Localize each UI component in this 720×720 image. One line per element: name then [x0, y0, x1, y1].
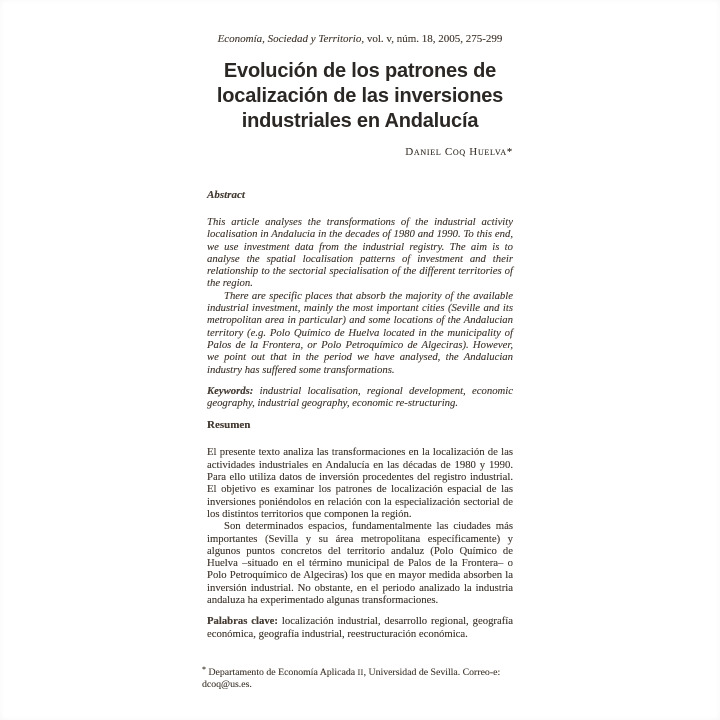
keywords-text: industrial localisation, regional development, economic geography, industrial geography, economic re-structuring. — [207, 384, 513, 410]
keywords-line — [207, 385, 513, 410]
palabras-clave-line — [207, 615, 513, 640]
article-title-line-1: Evolución de los patrones de — [223, 60, 497, 82]
footnote-text-after: , Universidad de Sevilla. Correo-e: dcoq@us.es. — [202, 667, 501, 690]
keywords-label: Keywords: — [207, 384, 254, 397]
resumen-section — [207, 419, 513, 639]
abstract-paragraph-2: There are specific places that absorb the majority of the available industrial investment, mainly the most important cities (Seville and its metropolitan area in particular) and some locations of the Andalucian territory (e.g. Polo Químico de Huelva located in the municipality of Palos de la Frontera, or Polo Petroquímico de Algeciras). However, we point out that in the period we have analysed, the Andalucian industry has suffered some transformations. — [207, 289, 513, 376]
journal-name: Economía, Sociedad y Territorio — [217, 33, 362, 45]
text-column — [207, 0, 513, 640]
resumen-paragraph-2: Son determinados espacios, fundamentalmente las ciudades más importantes (Sevilla y su área metropolitana específicamente) y algunos puntos concretos del territorio andaluz (Polo Químico de Huelva –situado en el término municipal de Palos de la Frontera– o Polo Petroquímico de Algeciras) los que en mayor medida absorben la inversión industrial. No obstante, en el periodo analizado la industria andaluza ha experimentado algunas transformaciones. — [207, 520, 513, 607]
abstract-paragraph-1: This article analyses the transformations of the industrial activity localisation in Andalucia in the decades of 1980 and 1990. To this end, we use investment data from the industrial registry. The aim is to analyse the spatial localisation patterns of investment and their relationship to the sectorial specialisation of the different territories of the region. — [207, 216, 513, 290]
palabras-clave-label: Palabras clave: — [207, 615, 278, 628]
footnote-asterisk: * — [202, 665, 206, 674]
journal-volume-info: , vol. v, núm. 18, 2005, 275-299 — [361, 33, 503, 45]
footnote-roman-numeral: II — [357, 668, 364, 677]
abstract-section — [207, 189, 513, 409]
article-title-line-3: industriales en Andalucía — [241, 110, 479, 132]
resumen-paragraph-1: El presente texto analiza las transformaciones en la localización de las actividades industriales en Andalucía en las décadas de 1980 y 1990. Para ello utiliza datos de inversión procedentes del registro industrial. El objetivo es examinar los patrones de localización espacial de las inversiones poniéndolos en relación con la especialización sectorial de los distintos territorios que componen la región. — [207, 446, 513, 520]
abstract-heading: Abstract — [207, 189, 245, 201]
author-affiliation-footnote — [202, 664, 542, 691]
journal-header — [207, 33, 513, 46]
footnote-text-before: Departamento de Economía Aplicada — [206, 667, 358, 678]
palabras-clave-text: localización industrial, desarrollo regional, geografía económica, geografía industrial, reestructuración económica. — [207, 615, 513, 640]
author-name: Daniel Coq Huelva* — [405, 146, 513, 158]
resumen-heading: Resumen — [207, 419, 251, 432]
article-title-line-2: localización de las inversiones — [216, 85, 504, 107]
article-title — [207, 59, 513, 134]
